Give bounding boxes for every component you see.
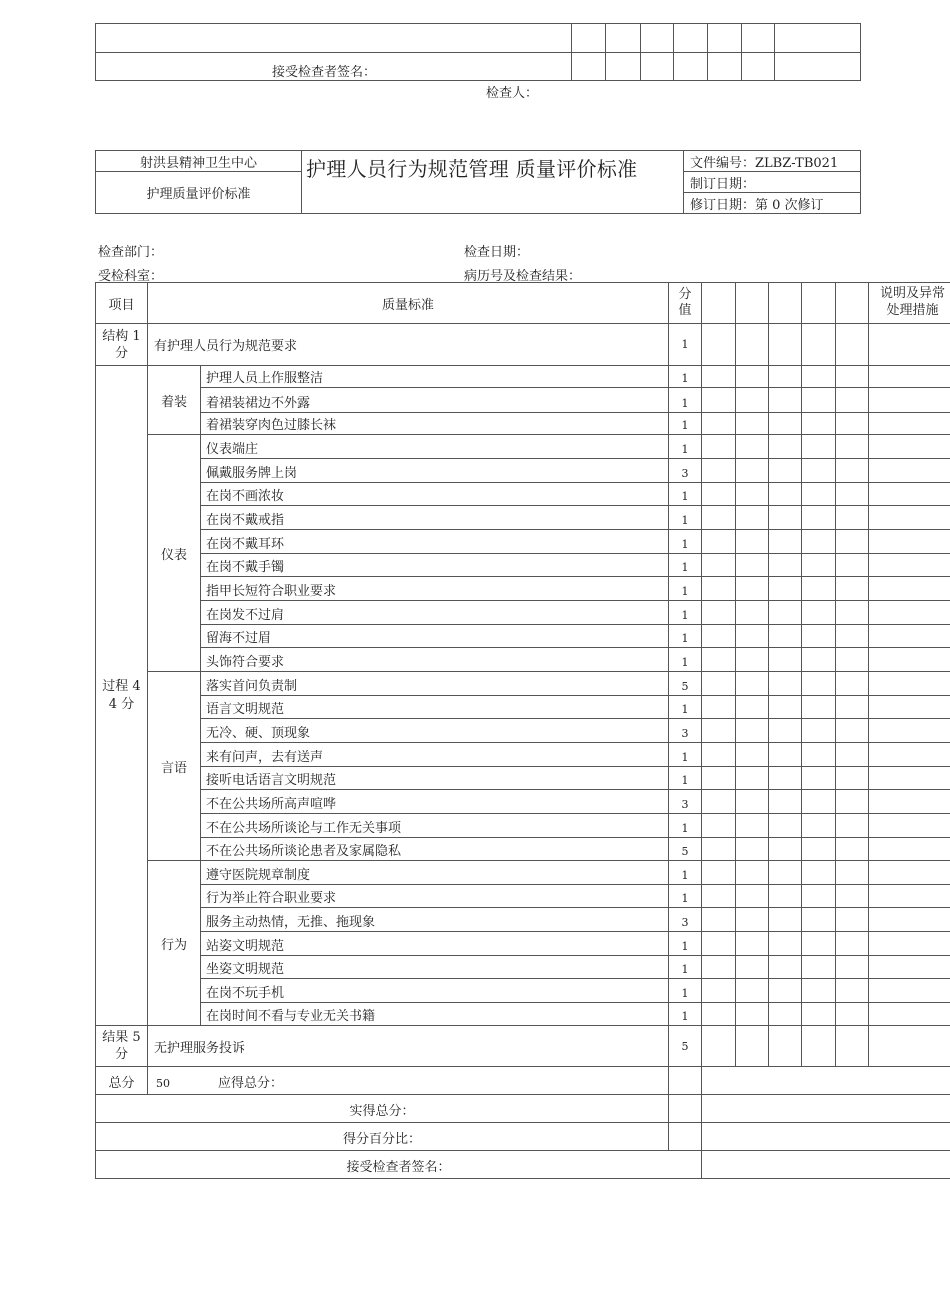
signature-row [96,1151,950,1179]
top-remnant-table [95,23,861,81]
standard-item-text: 不在公共场所谈论患者及家属隐私 [201,838,669,861]
standard-item-text: 头饰符合要求 [201,648,669,672]
record-label: 病历号及检查结果： [464,269,582,284]
group-label: 仪表 [148,435,201,672]
standard-item-score: 1 [669,814,702,838]
header-note: 说明及异常 处理措施 [869,283,950,324]
total-label: 总分 [96,1067,148,1095]
result-label: 结果 5 分 [96,1026,148,1067]
standard-item-score: 1 [669,861,702,885]
group-label: 着装 [148,366,201,435]
standard-item-score: 1 [669,601,702,625]
standard-item-text: 在岗不画浓妆 [201,483,669,506]
table-row [96,956,950,979]
inspector-label: 检查人： [486,86,539,101]
standard-item-text: 留海不过眉 [201,625,669,648]
standard-item-score: 1 [669,767,702,790]
standard-item-text: 接听电话语言文明规范 [201,767,669,790]
doc-number: 文件编号：ZLBZ-TB021 [684,151,861,172]
table-row [96,790,950,814]
standard-item-text: 着裙装穿肉色过膝长袜 [201,413,669,435]
standard-item-text: 在岗时间不看与专业无关书籍 [201,1003,669,1026]
standard-item-text: 语言文明规范 [201,696,669,719]
doc-category: 护理质量评价标准 [96,172,302,214]
total-cell [148,1067,669,1095]
total-row [96,1067,950,1095]
structure-text: 有护理人员行为规范要求 [148,324,669,366]
table-row [96,885,950,908]
standard-item-text: 无冷、硬、顶现象 [201,719,669,743]
standard-item-score: 3 [669,790,702,814]
standard-item-score: 1 [669,1003,702,1026]
ward-label: 受检科室： [98,269,164,284]
header-table [95,150,861,214]
standard-item-score: 1 [669,696,702,719]
table-row [96,838,950,861]
standard-item-score: 1 [669,483,702,506]
table-row [96,413,950,435]
percent-label: 得分百分比： [96,1123,669,1151]
standard-item-score: 1 [669,530,702,554]
table-row [96,388,950,413]
result-score: 5 [669,1026,702,1067]
table-row [96,530,950,554]
table-row [96,506,950,530]
standard-item-text: 在岗不戴戒指 [201,506,669,530]
standard-item-score: 1 [669,743,702,767]
table-row [96,932,950,956]
hospital-name: 射洪县精神卫生中心 [96,151,302,172]
total-value: 50 [156,1077,170,1090]
structure-score: 1 [669,324,702,366]
table-row [96,719,950,743]
table-row [96,743,950,767]
standard-item-text: 佩戴服务牌上岗 [201,459,669,483]
table-row [96,554,950,577]
standard-item-score: 1 [669,979,702,1003]
table-row [96,435,950,459]
standard-item-score: 1 [669,625,702,648]
table-row [96,861,950,885]
percent-row [96,1123,950,1151]
standard-item-score: 1 [669,388,702,413]
made-date: 制订日期： [684,172,861,193]
table-row [96,577,950,601]
result-text: 无护理服务投诉 [148,1026,669,1067]
standard-item-score: 3 [669,908,702,932]
table-row [96,672,950,696]
standard-item-text: 站姿文明规范 [201,932,669,956]
standard-item-text: 遵守医院规章制度 [201,861,669,885]
header-standard: 质量标准 [148,283,669,324]
table-row [96,696,950,719]
standard-item-score: 3 [669,719,702,743]
top-blank-cell [96,24,572,53]
header-score: 分 值 [669,283,702,324]
standard-item-score: 1 [669,648,702,672]
standard-item-text: 在岗发不过肩 [201,601,669,625]
standard-item-text: 来有问声，去有送声 [201,743,669,767]
table-row [96,908,950,932]
table-row [96,648,950,672]
table-row [96,483,950,506]
table-row [96,366,950,388]
table-row [96,979,950,1003]
standard-item-text: 在岗不戴手镯 [201,554,669,577]
standard-item-text: 仪表端庄 [201,435,669,459]
group-label: 言语 [148,672,201,861]
standard-item-text: 不在公共场所高声喧哗 [201,790,669,814]
table-header-row [96,283,950,324]
standard-item-score: 3 [669,459,702,483]
actual-total-row [96,1095,950,1123]
standard-item-text: 服务主动热情，无推、拖现象 [201,908,669,932]
standard-item-text: 在岗不戴耳环 [201,530,669,554]
standard-item-score: 5 [669,672,702,696]
header-item: 项目 [96,283,148,324]
standard-item-score: 5 [669,838,702,861]
result-row [96,1026,950,1067]
dept-label: 检查部门： [98,245,164,260]
standard-item-text: 着裙装裙边不外露 [201,388,669,413]
actual-total-label: 实得总分： [96,1095,669,1123]
table-row [96,1003,950,1026]
top-signature-label: 接受检查者签名： [272,65,377,80]
standard-item-text: 护理人员上作服整洁 [201,366,669,388]
standard-item-text: 行为举止符合职业要求 [201,885,669,908]
standard-item-text: 落实首问负责制 [201,672,669,696]
standard-item-text: 不在公共场所谈论与工作无关事项 [201,814,669,838]
structure-row [96,324,950,366]
table-row [96,601,950,625]
revise-date: 修订日期：第 0 次修订 [684,193,861,214]
top-signature-cell [96,53,572,81]
standard-item-text: 在岗不玩手机 [201,979,669,1003]
standard-item-score: 1 [669,366,702,388]
standard-item-text: 坐姿文明规范 [201,956,669,979]
standard-item-score: 1 [669,956,702,979]
standard-item-score: 1 [669,932,702,956]
process-label: 过程 4 4 分 [96,366,148,1026]
structure-label: 结构 1 分 [96,324,148,366]
group-label: 行为 [148,861,201,1026]
table-row [96,767,950,790]
check-date-label: 检查日期： [464,245,530,260]
standard-item-score: 1 [669,554,702,577]
doc-title: 护理人员行为规范管理 质量评价标准 [302,151,684,214]
signature-label: 接受检查者签名： [96,1151,702,1179]
standard-item-score: 1 [669,506,702,530]
table-row [96,459,950,483]
standard-item-text: 指甲长短符合职业要求 [201,577,669,601]
table-row [96,814,950,838]
evaluation-table [95,282,950,1179]
standard-item-score: 1 [669,413,702,435]
standard-item-score: 1 [669,885,702,908]
standard-item-score: 1 [669,435,702,459]
should-total-label: 应得总分： [218,1076,284,1091]
table-row [96,625,950,648]
standard-item-score: 1 [669,577,702,601]
